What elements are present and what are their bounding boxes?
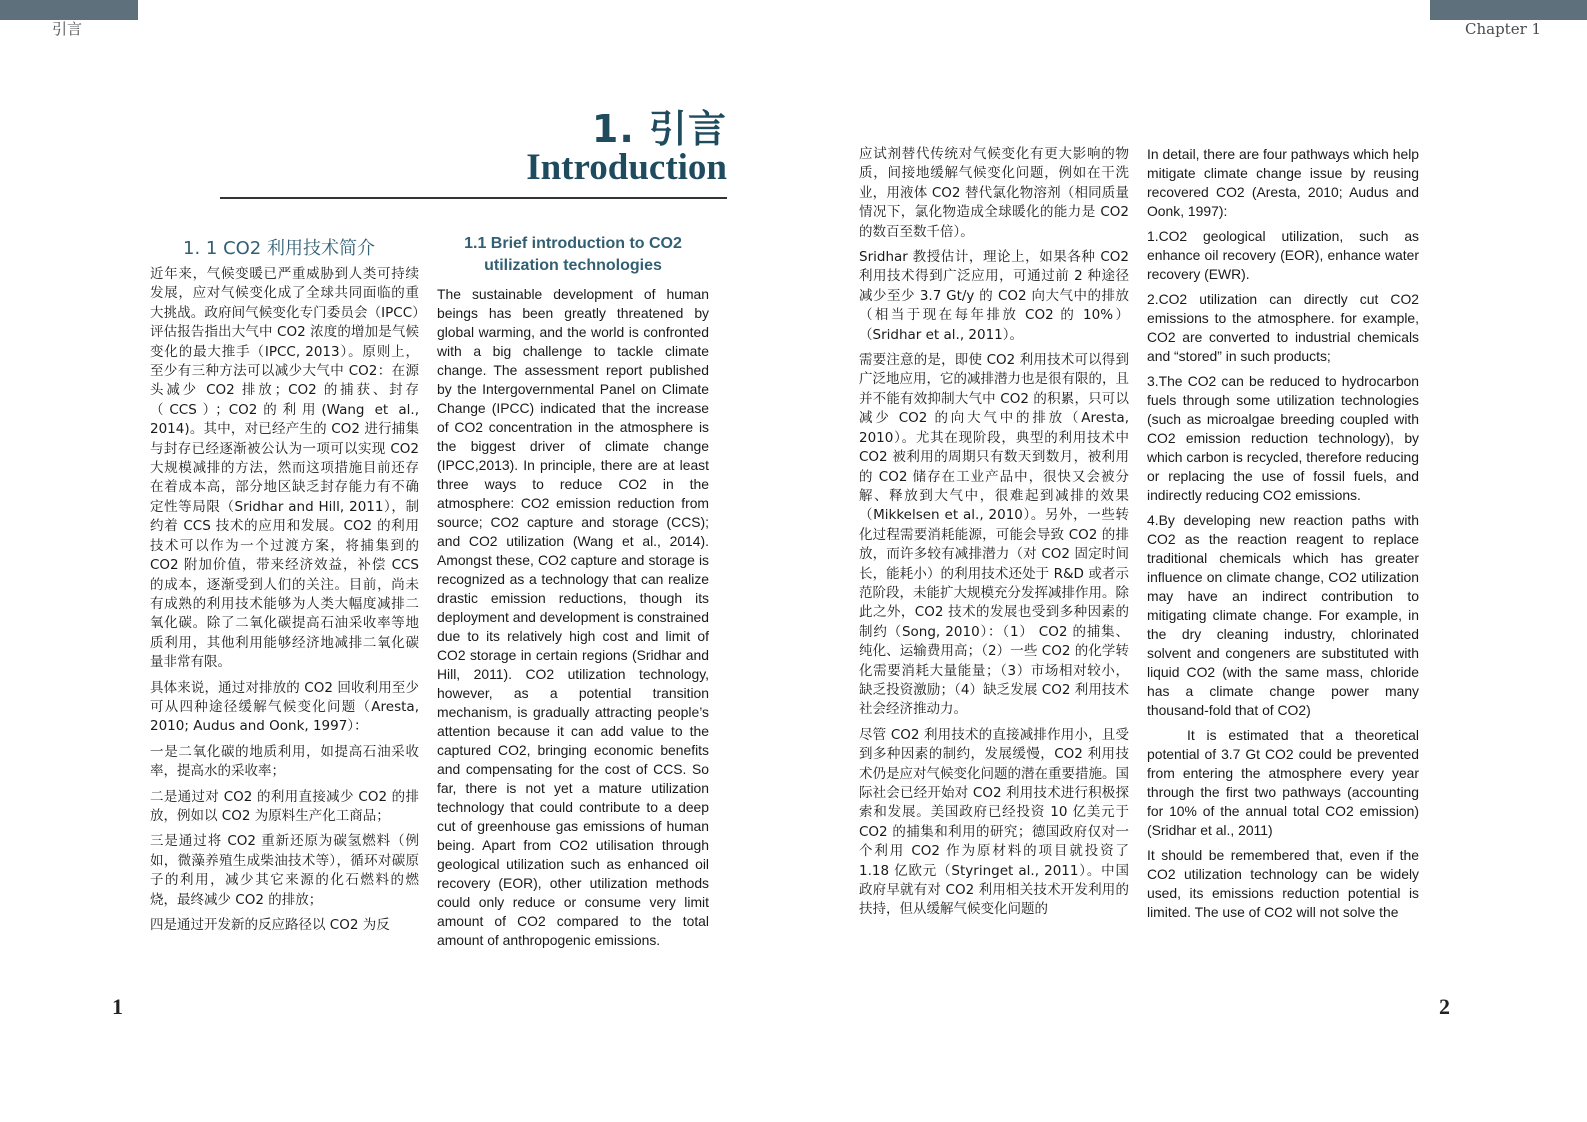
paragraph: 尽管 CO2 利用技术的直接减排作用小，且受到多种因素的制约，发展缓慢，CO2 利用技术仍是应对气候变化问题的潜在重要措施。国际社会已经开始对 CO2 利用技术进行积极探索和发展。美国政府已经投资 10 亿美元于 CO2 的捕集和利用的研究；德国政府仅对一个利用 CO2 作为原材料的项目就投资了 1.18 亿欧元（Styringet al., 2011）。中国政府早就有对 CO2 利用相关技术开发利用的扶持，但从缓解气候变化问题的 — [859, 726, 1129, 918]
left-chinese-column — [150, 265, 419, 941]
paragraph: 一是二氧化碳的地质利用，如提高石油采收率，提高水的采收率； — [150, 743, 419, 780]
paragraph: 具体来说，通过对排放的 CO2 回收利用至少可从四种途径缓解气候变化问题（Aresta, 2010; Audus and Oonk, 1997）： — [150, 679, 419, 735]
paragraph: 二是通过对 CO2 的利用直接减少 CO2 的排放，例如以 CO2 为原料生产化工商品； — [150, 788, 419, 824]
paragraph: 需要注意的是，即使 CO2 利用技术可以得到广泛地应用，它的减排潜力也是很有限的，且并不能有效抑制大气中 CO2 的积累，只可以减少 CO2 的向大气中的排放（Aresta, 2010）。尤其在现阶段，典型的利用技术中 CO2 被利用的周期只有数天到数月，被利用的 CO2 储存在工业产品中，很快又会被分解、释放到大气中，很难起到减排的效果（Mikkelsen et al., 2010）。另外，一些转化过程需要消耗能源，可能会导致 CO2 的排放，而许多较有减排潜力（对 CO2 固定时间长，能耗小）的利用技术还处于 R&D 或者示范阶段，未能扩大规模充分发挥减排作用。除此之外，CO2 技术的发展也受到多种因素的制约（Song, 2010）：（1） CO2 的捕集、纯化、运输费用高；（2）一些 CO2 的化学转化需要消耗大量能量；（3）市场相对较小，缺乏投资激励；（4）缺乏发展 CO2 利用技术社会经济推动力。 — [859, 352, 1129, 718]
chapter-title-english: Introduction — [526, 147, 727, 188]
paragraph: 应试剂替代传统对气候变化有更大影响的物质，间接地缓解气候变化问题，例如在干洗业，用液体 CO2 替代氯化物溶剂（相同质量情况下，氯化物造成全球暖化的能力是 CO2 的数百至数千倍）。 — [859, 146, 1129, 240]
section-heading-english: 1.1 Brief introduction to CO2 utilization technologies — [464, 235, 682, 274]
paragraph: 2.CO2 utilization can directly cut CO2 emissions to the atmosphere. for example, CO2 are converted to industrial chemicals and “stored” in such products; — [1147, 291, 1419, 364]
paragraph: It is estimated that a theoretical potential of 3.7 Gt CO2 could be prevented from entering the atmosphere every year through the first two pathways (accounting for 10% of the annual total CO2 emission) (Sridhar et al., 2011) — [1147, 727, 1419, 838]
paragraph: 近年来，气候变暖已严重威胁到人类可持续发展，应对气候变化成了全球共同面临的重大挑战。政府间气候变化专门委员会（IPCC）评估报告指出大气中 CO2 浓度的增加是气候变化的最大推手（IPCC, 2013）。原则上，至少有三种方法可以减少大气中 CO2：在源头减少 CO2 排放；CO2 的捕获、封存（CCS）；CO2的利用(Wang et al., 2014)。其中，对已经产生的 CO2 进行捕集与封存已经逐渐被公认为一项可以实现 CO2 大规模减排的方法，然而这项措施目前还存在着成本高，部分地区缺乏封存能力有不确定性等局限（Sridhar and Hill, 2011），制约着 CCS 技术的应用和发展。CO2 的利用技术可以作为一个过渡方案，将捕集到的 CO2 附加价值，带来经济效益，补偿 CCS 的成本，逐渐受到人们的关注。目前，尚未有成熟的利用技术能够为人类大幅度减排二氧化碳。除了二氧化碳提高石油采收率等地质利用，其他利用能够经济地减排二氧化碳量非常有限。 — [150, 266, 419, 671]
paragraph: In detail, there are four pathways which help mitigate climate change issue by reusing recovered CO2 (Aresta, 2010; Audus and Oonk, 1997): — [1147, 146, 1419, 219]
paragraph: 4.By developing new reaction paths with CO2 as the reaction reagent to replace traditional chemicals which has greater influence on climate change, CO2 utilization may have an indirect contribution to mitigating climate change. For example, in the dry cleaning industry, chlorinated solvent and congeners are substituted with liquid CO2 (with the same mass, chloride has a climate change power many thousand-fold that of CO2) — [1147, 512, 1419, 718]
title-divider — [220, 197, 727, 199]
chapter-title-chinese: 1. 引言 — [591, 107, 727, 151]
page-number-left: 1 — [112, 994, 123, 1019]
running-title-right: Chapter 1 — [1465, 20, 1542, 38]
paragraph: 3.The CO2 can be reduced to hydrocarbon fuels through some utilization technologies (such as microalgae breeding coupled with CO2 emission reduction technology), by which carbon is recycled, therefore reducing or replacing the use of fossil fuels, and indirectly reducing CO2 emissions. — [1147, 373, 1419, 503]
paragraph: 四是通过开发新的反应路径以 CO2 为反 — [150, 917, 390, 933]
running-title-left: 引言 — [52, 20, 83, 38]
left-english-column — [437, 285, 709, 956]
header-bar-right — [1430, 0, 1587, 20]
page-number-right: 2 — [1439, 994, 1450, 1019]
paragraph: 1.CO2 geological utilization, such as enhance oil recovery (EOR), enhance water recovery (EWR). — [1147, 228, 1419, 282]
right-chinese-column — [859, 145, 1129, 926]
header-bar-left — [0, 0, 138, 20]
paragraph: The sustainable development of human beings has been greatly threatened by global warming, and the world is confronted with a big challenge to tackle climate change. The assessment report published by the Intergovernmental Panel on Climate Change (IPCC) indicated that the increase of CO2 concentration in the atmosphere is the biggest driver of climate change (IPCC,2013). In principle, there are at least three ways to reduce CO2 in the atmosphere: CO2 emission reduction from source; CO2 capture and storage (CCS); and CO2 utilization (Wang et al., 2014). Amongst these, CO2 capture and storage is recognized as a technology that can realize drastic emission reductions, though its deployment and development is constrained due to its relatively high cost and limit of CO2 storage in certain regions (Sridhar and Hill, 2011). CO2 utilization technology, however, as a potential transition mechanism, is gradually attracting people’s attention because it can add value to the captured CO2, bringing economic benefits and compensating for the cost of CCS. So far, there is not yet a mature utilization technology that could contribute to a deep cut of greenhouse gas emissions of human being. Apart from CO2 utilisation through geological utilization such as enhanced oil recovery (EOR), other utilization methods could only reduce or consume very limit amount of CO2 compared to the total amount of anthropogenic emissions. — [437, 286, 709, 948]
paragraph: Sridhar 教授估计，理论上，如果各种 CO2 利用技术得到广泛应用，可通过前 2 种途径减少至少 3.7 Gt/y 的 CO2 向大气中的排放（相当于现在每年排放 CO2 的 10%）（Sridhar et al., 2011）。 — [859, 249, 1129, 343]
paragraph: It should be remembered that, even if the CO2 utilization technology can be widely used, its emissions reduction potential is limited. The use of CO2 will not solve the — [1147, 847, 1419, 920]
section-heading-chinese: 1. 1 CO2 利用技术简介 — [183, 238, 375, 259]
right-english-column — [1147, 145, 1419, 928]
paragraph: 三是通过将 CO2 重新还原为碳氢燃料（例如，微藻养殖生成柴油技术等），循环对碳原子的利用，减少其它来源的化石燃料的燃烧，最终减少 CO2 的排放； — [150, 833, 419, 908]
